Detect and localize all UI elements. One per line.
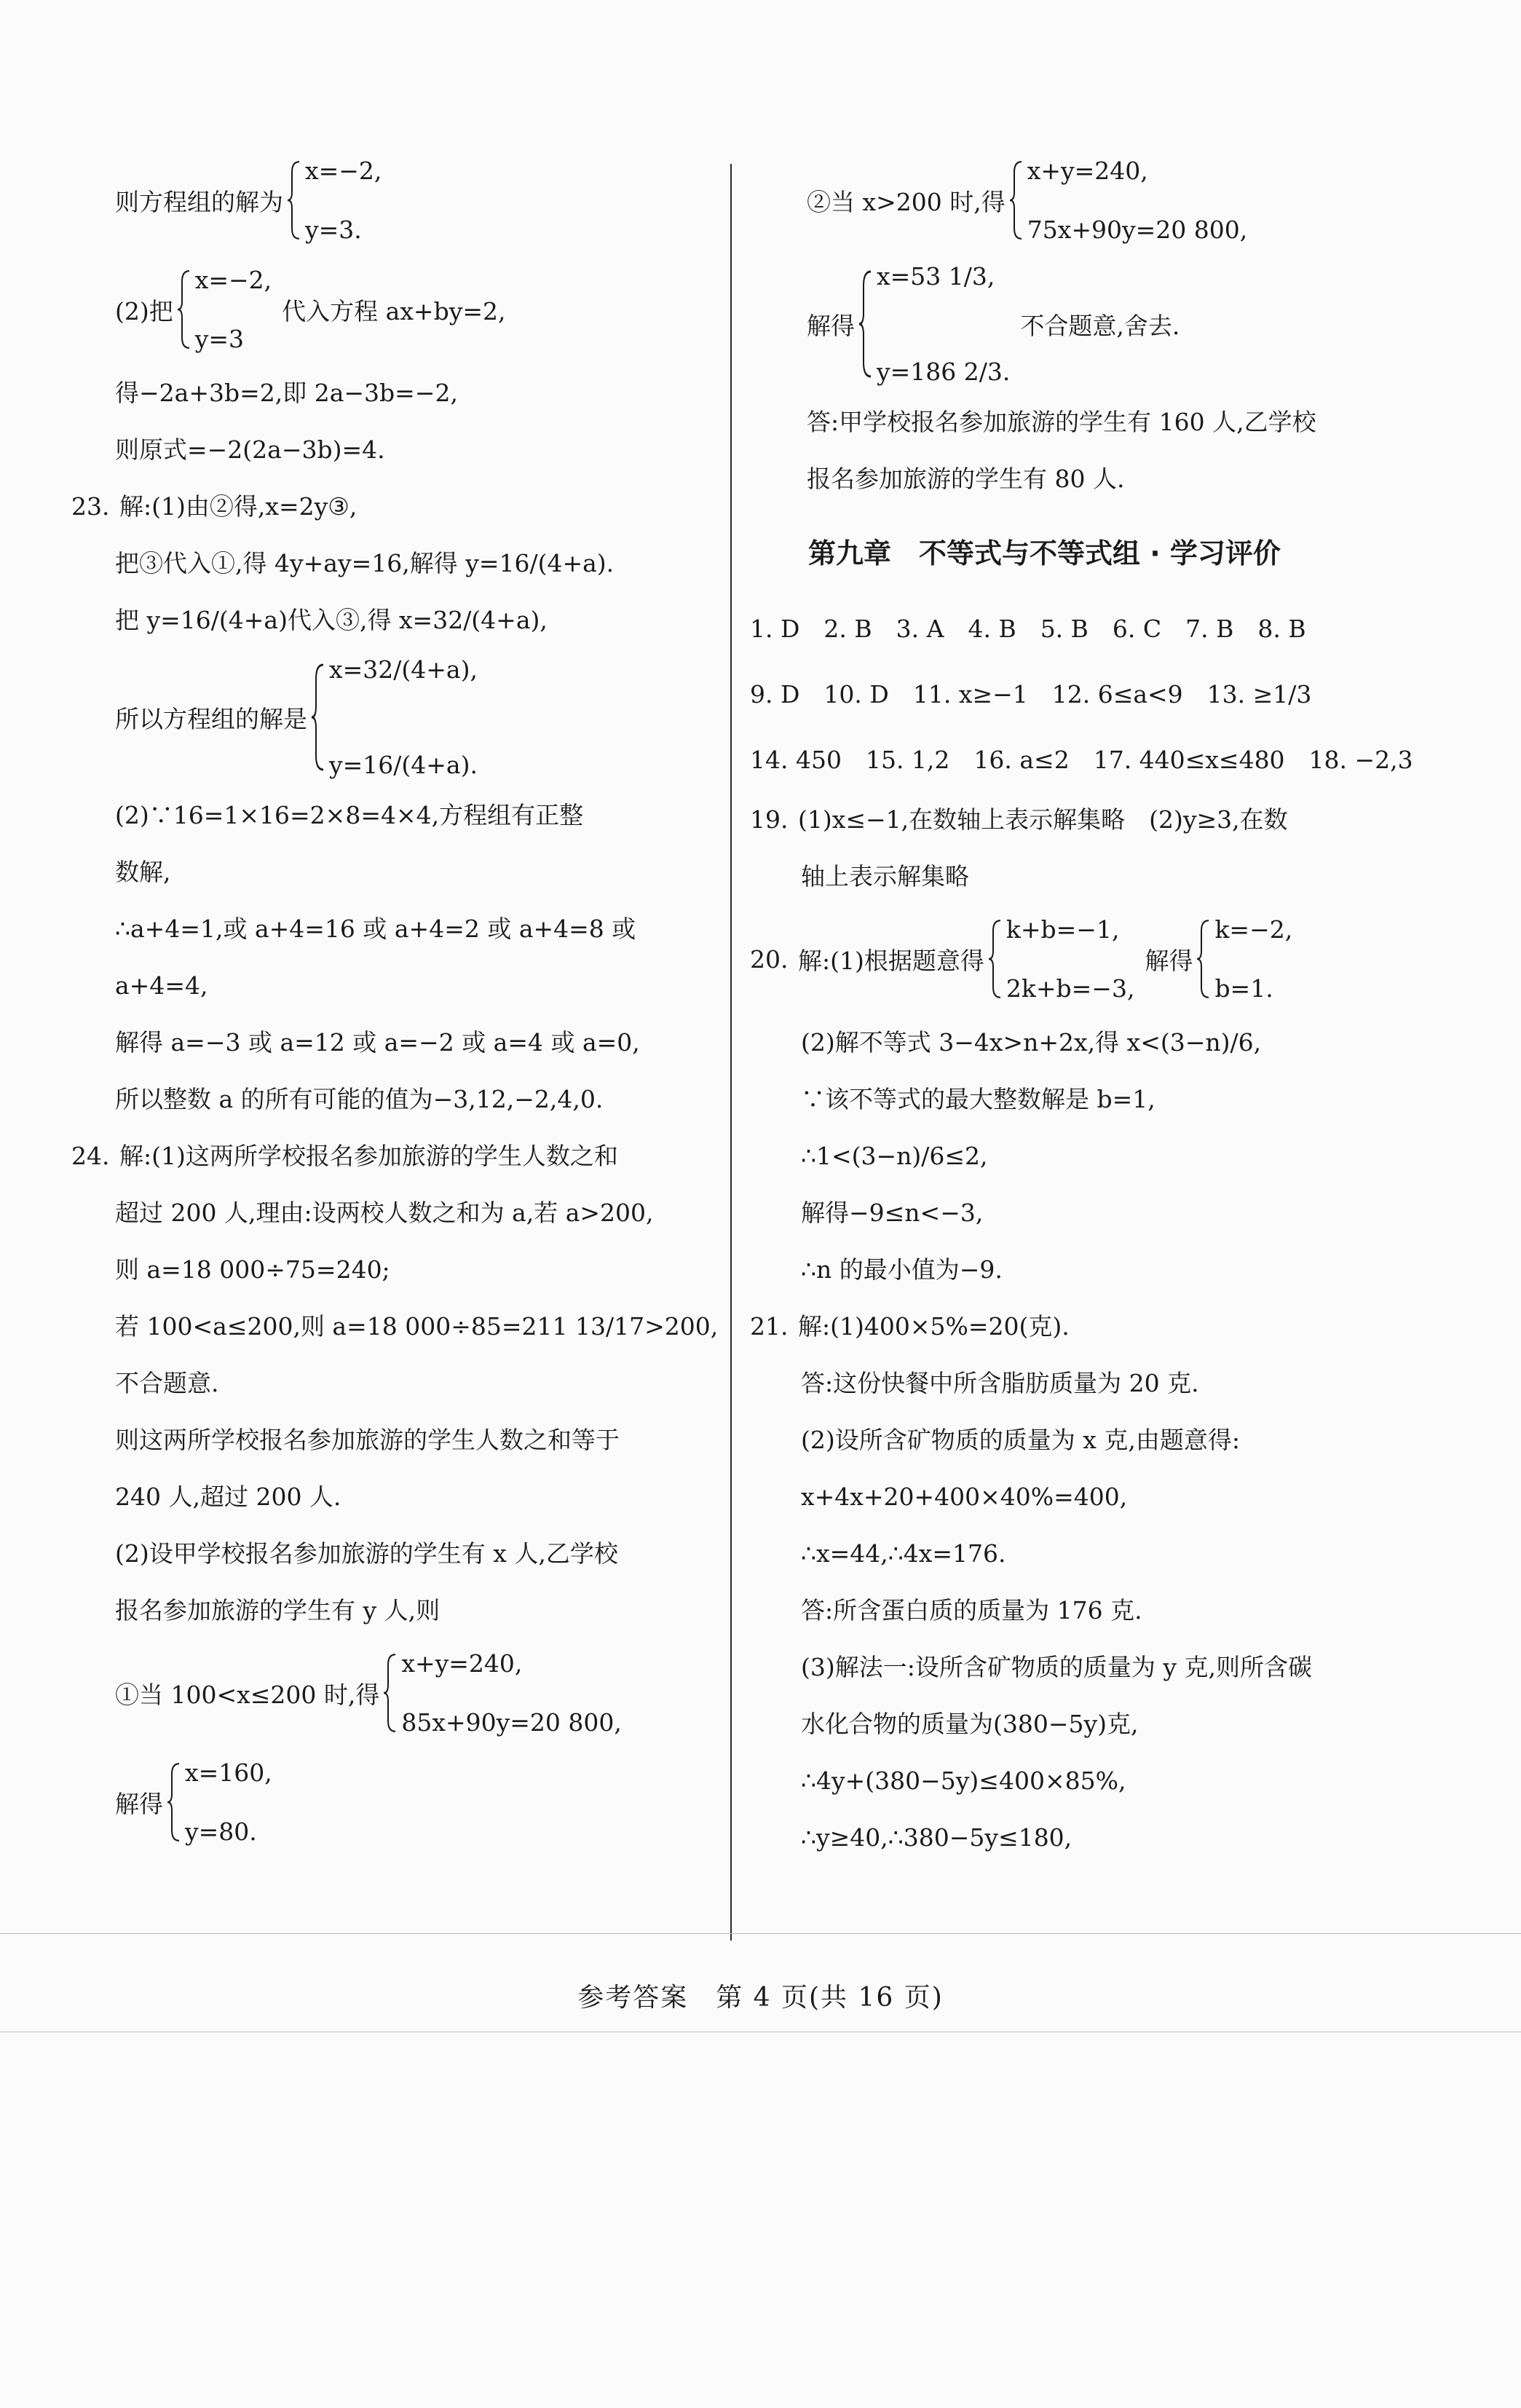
text-line: 解得−9≤n<−3, xyxy=(801,1198,984,1227)
question-number: 21. xyxy=(750,1311,789,1341)
question-19 xyxy=(750,791,1420,848)
text-line: 答:甲学校报名参加旅游的学生有 160 人,乙学校 xyxy=(807,407,1316,436)
text-line: ∴n 的最小值为−9. xyxy=(801,1255,1003,1284)
text-line: 轴上表示解集略 xyxy=(801,861,969,891)
right-column xyxy=(750,146,1420,1866)
solution-system-line xyxy=(109,1748,714,1857)
equation: 85x+90y=20 800, xyxy=(401,1708,622,1737)
text-line: (2)设所含矿物质的质量为 x 克,由题意得: xyxy=(801,1425,1240,1454)
text-line: 得−2a+3b=2,即 2a−3b=−2, xyxy=(115,378,458,407)
left-column xyxy=(71,146,719,1857)
page-footer: 参考答案 第 4 页(共 16 页) xyxy=(577,1983,944,2013)
text: 则方程组的解为 xyxy=(115,187,283,216)
text: 解得 xyxy=(115,1789,163,1818)
text: 解:(1)由②得,x=2y③, xyxy=(119,492,357,521)
brace-icon xyxy=(1196,919,1210,999)
solution-system-line xyxy=(109,648,714,786)
equation: b=1. xyxy=(1214,974,1273,1003)
system-rows xyxy=(305,157,382,244)
text-line: ∴y≥40,∴380−5y≤180, xyxy=(801,1823,1072,1852)
text: ①当 100<x≤200 时,得 xyxy=(115,1680,380,1709)
text-line: 则这两所学校报名参加旅游的学生人数之和等于 xyxy=(115,1425,620,1454)
text-line: ∴4y+(380−5y)≤400×85%, xyxy=(801,1766,1126,1795)
case2-system-line xyxy=(750,146,1420,255)
system-rows xyxy=(877,262,1010,386)
text-line: 若 100<a≤200,则 a=18 000÷85=211 13/17>200, xyxy=(115,1311,719,1341)
text-line: 数解, xyxy=(115,857,171,886)
text: (2)把 xyxy=(115,296,173,325)
equation: y=80. xyxy=(185,1817,257,1846)
substitute-line xyxy=(109,255,714,364)
question-21 xyxy=(750,1298,1420,1354)
text: 解:(1)根据题意得 xyxy=(798,946,984,975)
text-line: 不合题意. xyxy=(115,1368,219,1397)
question-24 xyxy=(71,1127,714,1184)
footer-rule xyxy=(0,1933,1521,1934)
case1-system-line xyxy=(109,1638,714,1748)
system-rows xyxy=(1006,915,1135,1003)
text-line: 报名参加旅游的学生有 80 人. xyxy=(807,464,1125,493)
text: 解得 xyxy=(1145,946,1193,975)
text-line: 超过 200 人,理由:设两校人数之和为 a,若 a>200, xyxy=(115,1198,654,1227)
equation: x=−2, xyxy=(194,266,272,294)
brace-icon xyxy=(382,1653,397,1733)
question-23 xyxy=(71,478,714,534)
text-line: ∴x=44,∴4x=176. xyxy=(801,1539,1006,1568)
equation: x+y=240, xyxy=(1027,157,1148,185)
answer-row: 14. 450 15. 1,2 16. a≤2 17. 440≤x≤480 18. −2,3 xyxy=(750,745,1413,774)
brace-icon xyxy=(987,919,1002,999)
text-line: 解得 a=−3 或 a=12 或 a=−2 或 a=4 或 a=0, xyxy=(115,1027,640,1057)
text: 解:(1)400×5%=20(克). xyxy=(798,1311,1070,1341)
question-20 xyxy=(750,904,1420,1014)
solution-system-line xyxy=(750,255,1420,393)
brace-icon xyxy=(176,269,191,350)
system-rows xyxy=(185,1758,272,1846)
solution-system-line xyxy=(109,146,714,255)
text-line: 240 人,超过 200 人. xyxy=(115,1482,341,1511)
equation: x=−2, xyxy=(305,157,382,185)
equation: k=−2, xyxy=(1214,915,1293,944)
question-number: 23. xyxy=(71,492,110,521)
system-rows xyxy=(401,1649,622,1737)
brace-icon xyxy=(166,1762,181,1842)
equation: x=53 1/3, xyxy=(877,262,995,291)
answer-row: 9. D 10. D 11. x≥−1 12. 6≤a<9 13. ≥1/3 xyxy=(750,679,1312,708)
text: 代入方程 ax+by=2, xyxy=(282,296,506,325)
question-number: 20. xyxy=(750,944,789,974)
text-line: 所以整数 a 的所有可能的值为−3,12,−2,4,0. xyxy=(115,1084,604,1113)
equation: 75x+90y=20 800, xyxy=(1027,216,1248,244)
text-line: 把 y=16/(4+a)代入③,得 x=32/(4+a), xyxy=(115,605,548,634)
system-rows xyxy=(329,655,478,779)
equation: x=32/(4+a), xyxy=(329,655,478,684)
chapter-heading: 第九章 不等式与不等式组 · 学习评价 xyxy=(808,537,1281,569)
question-number: 24. xyxy=(71,1141,110,1170)
text-line: 则 a=18 000÷75=240; xyxy=(115,1255,390,1284)
text: ②当 x>200 时,得 xyxy=(807,187,1006,216)
text-line: 把③代入①,得 4y+ay=16,解得 y=16/(4+a). xyxy=(115,548,615,577)
equation: y=3 xyxy=(194,325,245,353)
text-line: 答:这份快餐中所含脂肪质量为 20 克. xyxy=(801,1368,1199,1397)
system-rows xyxy=(195,266,272,353)
text: 解得 xyxy=(807,311,855,340)
text-line: ∵该不等式的最大整数解是 b=1, xyxy=(801,1084,1155,1113)
text-line: (2)解不等式 3−4x>n+2x,得 x<(3−n)/6, xyxy=(801,1027,1262,1057)
brace-icon xyxy=(1008,160,1023,240)
text-line: ∴1<(3−n)/6≤2, xyxy=(801,1141,988,1170)
text: 不合题意,舍去. xyxy=(1020,311,1180,340)
text-line: 答:所含蛋白质的质量为 176 克. xyxy=(801,1595,1142,1625)
equation: 2k+b=−3, xyxy=(1006,974,1135,1003)
column-divider xyxy=(730,164,732,1941)
text-line: x+4x+20+400×40%=400, xyxy=(801,1482,1128,1511)
text: 解:(1)这两所学校报名参加旅游的学生人数之和 xyxy=(119,1141,618,1170)
equation: y=16/(4+a). xyxy=(329,751,478,779)
system-rows xyxy=(1214,915,1292,1003)
equation: x+y=240, xyxy=(401,1649,523,1678)
equation: k+b=−1, xyxy=(1006,915,1120,944)
answer-row: 1. D 2. B 3. A 4. B 5. B 6. C 7. B 8. B xyxy=(750,614,1306,643)
brace-icon xyxy=(310,663,325,772)
text: (1)x≤−1,在数轴上表示解集略 (2)y≥3,在数 xyxy=(798,805,1288,834)
equation: y=3. xyxy=(305,216,362,244)
brace-icon xyxy=(286,160,301,240)
question-number: 19. xyxy=(750,805,789,834)
equation: x=160, xyxy=(185,1758,272,1787)
text-line: 水化合物的质量为(380−5y)克, xyxy=(801,1709,1139,1738)
equation: y=186 2/3. xyxy=(877,358,1011,386)
text-line: ∴a+4=1,或 a+4=16 或 a+4=2 或 a+4=8 或 xyxy=(115,914,636,943)
text-line: (3)解法一:设所含矿物质的质量为 y 克,则所含碳 xyxy=(801,1652,1312,1681)
brace-icon xyxy=(858,269,872,379)
text-line: (2)∵16=1×16=2×8=4×4,方程组有正整 xyxy=(115,800,584,829)
text-line: 报名参加旅游的学生有 y 人,则 xyxy=(115,1595,441,1625)
text-line: (2)设甲学校报名参加旅游的学生有 x 人,乙学校 xyxy=(115,1539,618,1568)
system-rows xyxy=(1027,157,1248,244)
text: 所以方程组的解是 xyxy=(115,704,307,733)
text-line: a+4=4, xyxy=(115,971,208,1000)
text-line: 则原式=−2(2a−3b)=4. xyxy=(115,435,385,464)
